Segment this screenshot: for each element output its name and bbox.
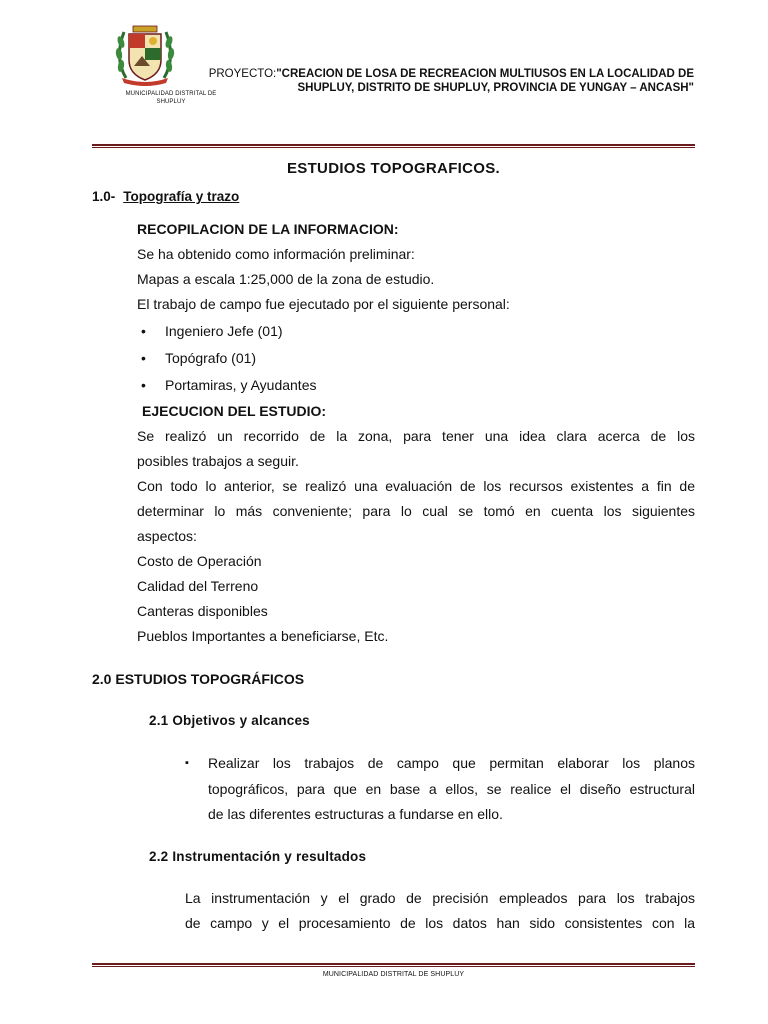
recopilacion-line: Mapas a escala 1:25,000 de la zona de estudio.	[137, 271, 435, 287]
personnel-list-item: Topógrafo (01)	[165, 350, 257, 366]
ejecucion-paragraph-line: aspectos:	[137, 528, 197, 544]
section-1-heading	[92, 189, 239, 204]
project-label: PROYECTO:	[208, 68, 277, 80]
objectives-line: topográficos, para que en base a ellos, se realice el diseño estructural	[208, 781, 695, 797]
municipality-name-line1: MUNICIPALIDAD DISTRITAL DE	[125, 91, 217, 97]
municipality-seal-logo	[112, 22, 178, 86]
header-divider	[92, 144, 695, 148]
section-1-title: Topografía y trazo	[123, 189, 240, 204]
instrumentation-line: de campo y el procesamiento de los datos han sido consistentes con la	[185, 915, 695, 931]
project-title-line2: SHUPLUY, DISTRITO DE SHUPLUY, PROVINCIA DE YUNGAY – ANCASH"	[297, 82, 694, 94]
project-title-line1: "CREACION DE LOSA DE RECREACION MULTIUSOS EN LA LOCALIDAD DE	[276, 68, 694, 80]
footer-text: MUNICIPALIDAD DISTRITAL DE SHUPLUY	[322, 971, 465, 978]
aspect-item: Costo de Operación	[137, 553, 262, 569]
ejecucion-heading: EJECUCION DEL ESTUDIO:	[142, 403, 327, 419]
document-title: ESTUDIOS TOPOGRAFICOS.	[286, 160, 500, 177]
ejecucion-paragraph-line: posibles trabajos a seguir.	[137, 453, 299, 469]
square-bullet-marker: ▪	[185, 757, 189, 769]
ejecucion-paragraph-line: Con todo lo anterior, se realizó una evaluación de los recursos existentes a fin de	[137, 478, 695, 494]
section-1-number: 1.0-	[92, 189, 116, 204]
aspect-item: Pueblos Importantes a beneficiarse, Etc.	[137, 628, 389, 644]
aspect-item: Canteras disponibles	[137, 603, 268, 619]
subsection-2-1-heading: 2.1 Objetivos y alcances	[149, 713, 310, 728]
bullet-marker: •	[141, 323, 146, 339]
bullet-marker: •	[141, 350, 146, 366]
personnel-list-item: Portamiras, y Ayudantes	[165, 377, 317, 393]
footer-divider	[92, 963, 695, 967]
personnel-list-item: Ingeniero Jefe (01)	[165, 323, 283, 339]
objectives-line: de las diferentes estructuras a fundarse en ello.	[208, 806, 503, 822]
objectives-line: Realizar los trabajos de campo que permitan elaborar los planos	[208, 755, 695, 771]
bullet-marker: •	[141, 377, 146, 393]
recopilacion-line: El trabajo de campo fue ejecutado por el siguiente personal:	[137, 296, 510, 312]
aspect-item: Calidad del Terreno	[137, 578, 259, 594]
instrumentation-line: La instrumentación y el grado de precisión empleados para los trabajos	[185, 890, 695, 906]
recopilacion-heading: RECOPILACION DE LA INFORMACION:	[137, 221, 399, 237]
recopilacion-line: Se ha obtenido como información preliminar:	[137, 246, 415, 262]
ejecucion-paragraph-line: determinar lo más conveniente; para lo cual se tomó en cuenta los siguientes	[137, 503, 695, 519]
municipality-name-line2: SHUPLUY	[156, 99, 186, 105]
ejecucion-paragraph-line: Se realizó un recorrido de la zona, para tener una idea clara acerca de los	[137, 428, 695, 444]
section-2-heading: 2.0 ESTUDIOS TOPOGRÁFICOS	[92, 671, 305, 687]
project-title	[194, 67, 694, 95]
subsection-2-2-heading: 2.2 Instrumentación y resultados	[149, 849, 367, 864]
